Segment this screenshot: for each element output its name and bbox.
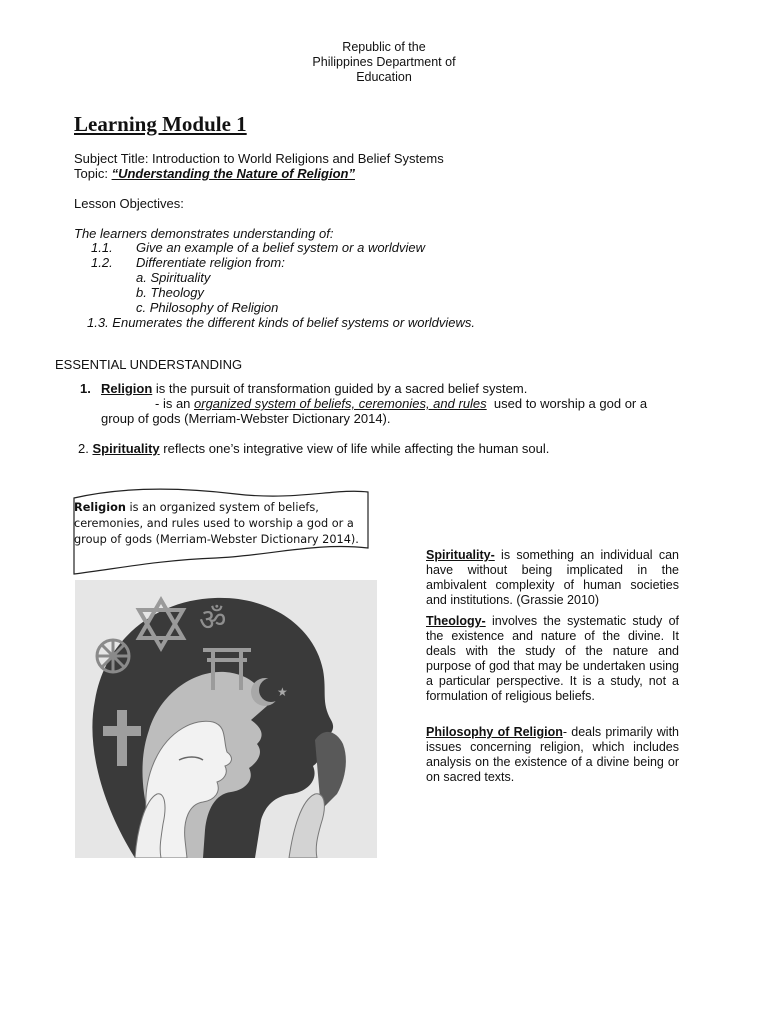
- essential-item-1-number: 1.: [80, 381, 91, 396]
- definition-theology: [426, 614, 679, 704]
- religion-faces-illustration: [75, 580, 377, 858]
- definition-text-philosophy: - deals primarily with issues concerning religion, which includes analysis on the existence of a divine being or on sacred texts.: [426, 725, 680, 784]
- module-title: Learning Module 1: [74, 112, 247, 136]
- subject-title: Subject Title: Introduction to World Religions and Belief Systems: [74, 151, 444, 166]
- document-header: [0, 40, 768, 85]
- religion-definition: is the pursuit of transformation guided by a sacred belief system.: [152, 381, 528, 396]
- om-icon: ॐ: [199, 603, 227, 638]
- objective-1-2-text: Differentiate religion from:: [136, 255, 285, 270]
- objective-1-2-number: 1.2.: [91, 255, 113, 270]
- svg-text:★: ★: [277, 685, 288, 699]
- header-line-2: Philippines Department of: [312, 55, 456, 69]
- objective-1-1-number: 1.1.: [91, 240, 113, 255]
- definition-term-theology: Theology-: [426, 614, 486, 628]
- spirituality-reflection: reflects one’s integrative view of life while affecting the human soul.: [159, 441, 550, 456]
- essential-item-2-number: 2.: [78, 441, 89, 456]
- religion-underlined-phrase: organized system of beliefs, ceremonies, and rules: [194, 396, 487, 411]
- objective-1-3: 1.3. Enumerates the different kinds of belief systems or worldviews.: [87, 315, 476, 330]
- essential-item-1: [101, 381, 527, 396]
- objectives-heading: Lesson Objectives:: [74, 196, 184, 211]
- header-line-1: Republic of the: [342, 40, 426, 54]
- topic-value: “Understanding the Nature of Religion”: [111, 166, 355, 181]
- subitem-theology: b. Theology: [136, 285, 204, 300]
- definition-philosophy: [426, 725, 679, 785]
- essential-item-2: [78, 441, 549, 456]
- religion-definition-line-2: [155, 396, 647, 411]
- topic-label: Topic:: [74, 166, 112, 181]
- definition-term-spirituality: Spirituality-: [426, 548, 495, 562]
- subitem-spirituality: a. Spirituality: [136, 270, 211, 285]
- definition-text-spirituality: is something an individual can have without being implicated in the ambivalent complexity of human societies and institutions. (Grassie 2010): [426, 548, 679, 607]
- religion-definition-line-3: group of gods (Merriam-Webster Dictionary 2014).: [101, 411, 391, 426]
- essential-heading: ESSENTIAL UNDERSTANDING: [55, 357, 243, 372]
- definition-text-theology: involves the systematic study of the existence and nature of the divine. It deals with the study of the nature and purpose of god that may be undertaken using a particular perspective. It is a study, not a formulation of religious beliefs.: [426, 614, 679, 703]
- definition-spirituality: [426, 548, 679, 608]
- objective-1-1-text: Give an example of a belief system or a worldview: [136, 240, 426, 255]
- header-line-3: Education: [356, 70, 412, 84]
- definition-term-philosophy: Philosophy of Religion: [426, 725, 563, 739]
- banner-definition-text: is an organized system of beliefs, ceremonies, and rules used to worship a god or a group of gods (Merriam-Webster Dictionary 2014).: [74, 501, 359, 546]
- subitem-philosophy: c. Philosophy of Religion: [136, 300, 279, 315]
- topic-line: [74, 166, 355, 181]
- dharma-wheel-icon: [97, 640, 129, 672]
- religion-line-2-prefix: - is an: [155, 396, 195, 411]
- term-religion: Religion: [101, 381, 153, 396]
- term-spirituality: Spirituality: [92, 441, 160, 456]
- religion-line-2-suffix: used to worship a god or a: [486, 396, 648, 411]
- objectives-intro: The learners demonstrates understanding of:: [74, 226, 334, 241]
- banner-term-religion: Religion: [74, 501, 126, 514]
- banner-definition: [74, 500, 364, 548]
